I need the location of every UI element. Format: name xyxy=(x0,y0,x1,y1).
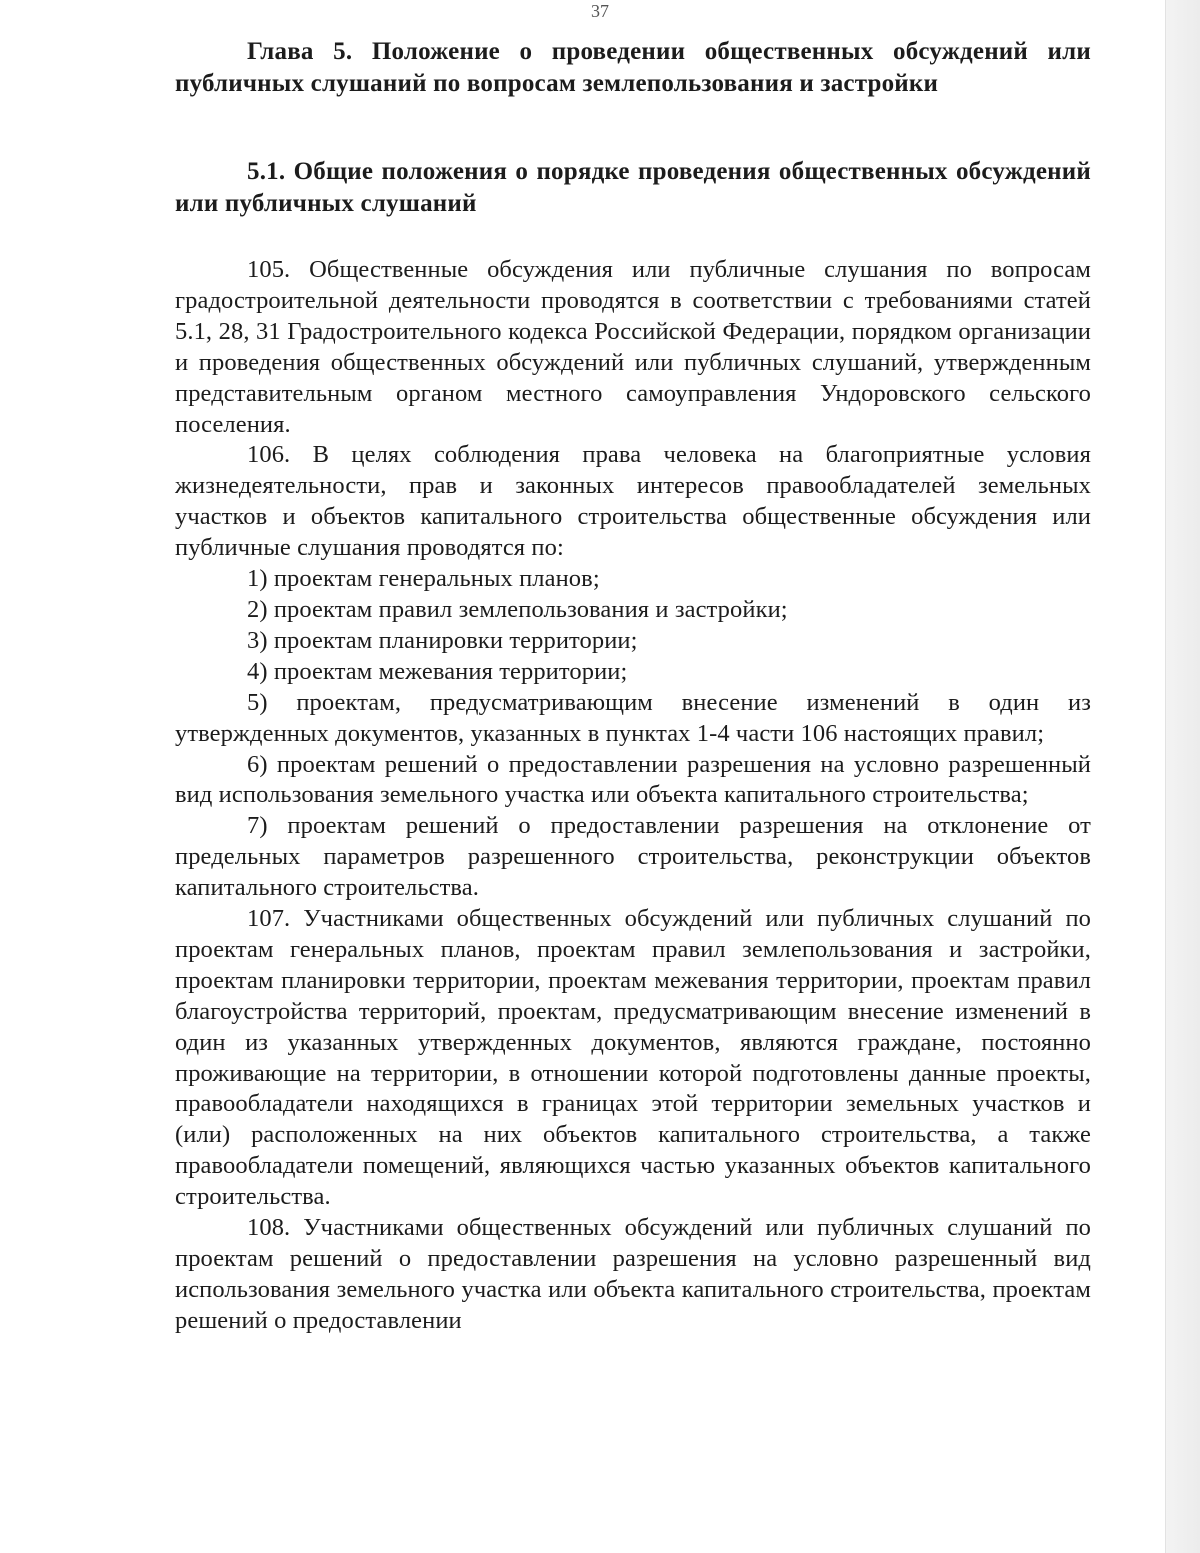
page-number: 37 xyxy=(591,1,609,21)
scan-edge xyxy=(1165,0,1200,1553)
paragraph-107: 107. Участниками общественных обсуждений или публичных слушаний по проектам генеральных планов, проектам правил землепользования и застройки, проектам планировки территории, проектам межевания территории, проектам правил благоустройства территорий, проектам, предусматривающим внесение изменений в один из указанных утвержденных документов, являются граждане, постоянно проживающие на территории, в отношении которой подготовлены данные проекты, правообладатели находящихся в границах этой территории земельных участков и (или) расположенных на них объектов капитального строительства, а также правообладатели помещений, являющихся частью указанных объектов капитального строительства. xyxy=(175,905,1091,1211)
list-item-6: 6) проектам решений о предоставлении разрешения на условно разрешенный вид использования земельного участка или объекта капитального строительства; xyxy=(175,750,1091,809)
paragraph-list xyxy=(175,255,1091,1337)
list-item-2: 2) проектам правил землепользования и застройки; xyxy=(247,595,788,623)
paragraph-106: 106. В целях соблюдения права человека на благоприятные условия жизнедеятельности, прав и законных интересов правообладателей земельных участков и объектов капитального строительства общественные обсуждения или публичные слушания проводятся по: xyxy=(175,441,1091,562)
section-title: 5.1. Общие положения о порядке проведения общественных обсуждений или публичных слушаний xyxy=(175,158,1091,217)
chapter-title: Глава 5. Положение о проведении общественных обсуждений или публичных слушаний по вопросам землепользования и застройки xyxy=(175,38,1091,97)
list-item-7: 7) проектам решений о предоставлении разрешения на отклонение от предельных параметров разрешенного строительства, реконструкции объектов капитального строительства. xyxy=(175,812,1091,902)
document-body xyxy=(175,36,1091,1337)
list-item-4: 4) проектам межевания территории; xyxy=(247,657,628,685)
list-item-5: 5) проектам, предусматривающим внесение изменений в один из утвержденных документов, указанных в пунктах 1-4 части 106 настоящих правил; xyxy=(175,688,1091,747)
list-item-3: 3) проектам планировки территории; xyxy=(247,626,638,654)
list-item-1: 1) проектам генеральных планов; xyxy=(247,565,600,593)
paragraph-105: 105. Общественные обсуждения или публичные слушания по вопросам градостроительной деятельности проводятся в соответствии с требованиями статей 5.1, 28, 31 Градостроительного кодекса Российской Федерации, порядком организации и проведения общественных обсуждений или публичных слушаний, утвержденным представительным органом местного самоуправления Ундоровского сельского поселения. xyxy=(175,256,1091,438)
paragraph-108: 108. Участниками общественных обсуждений или публичных слушаний по проектам решений о предоставлении разрешения на условно разрешенный вид использования земельного участка или объекта капитального строительства, проектам решений о предоставлении xyxy=(175,1214,1091,1334)
